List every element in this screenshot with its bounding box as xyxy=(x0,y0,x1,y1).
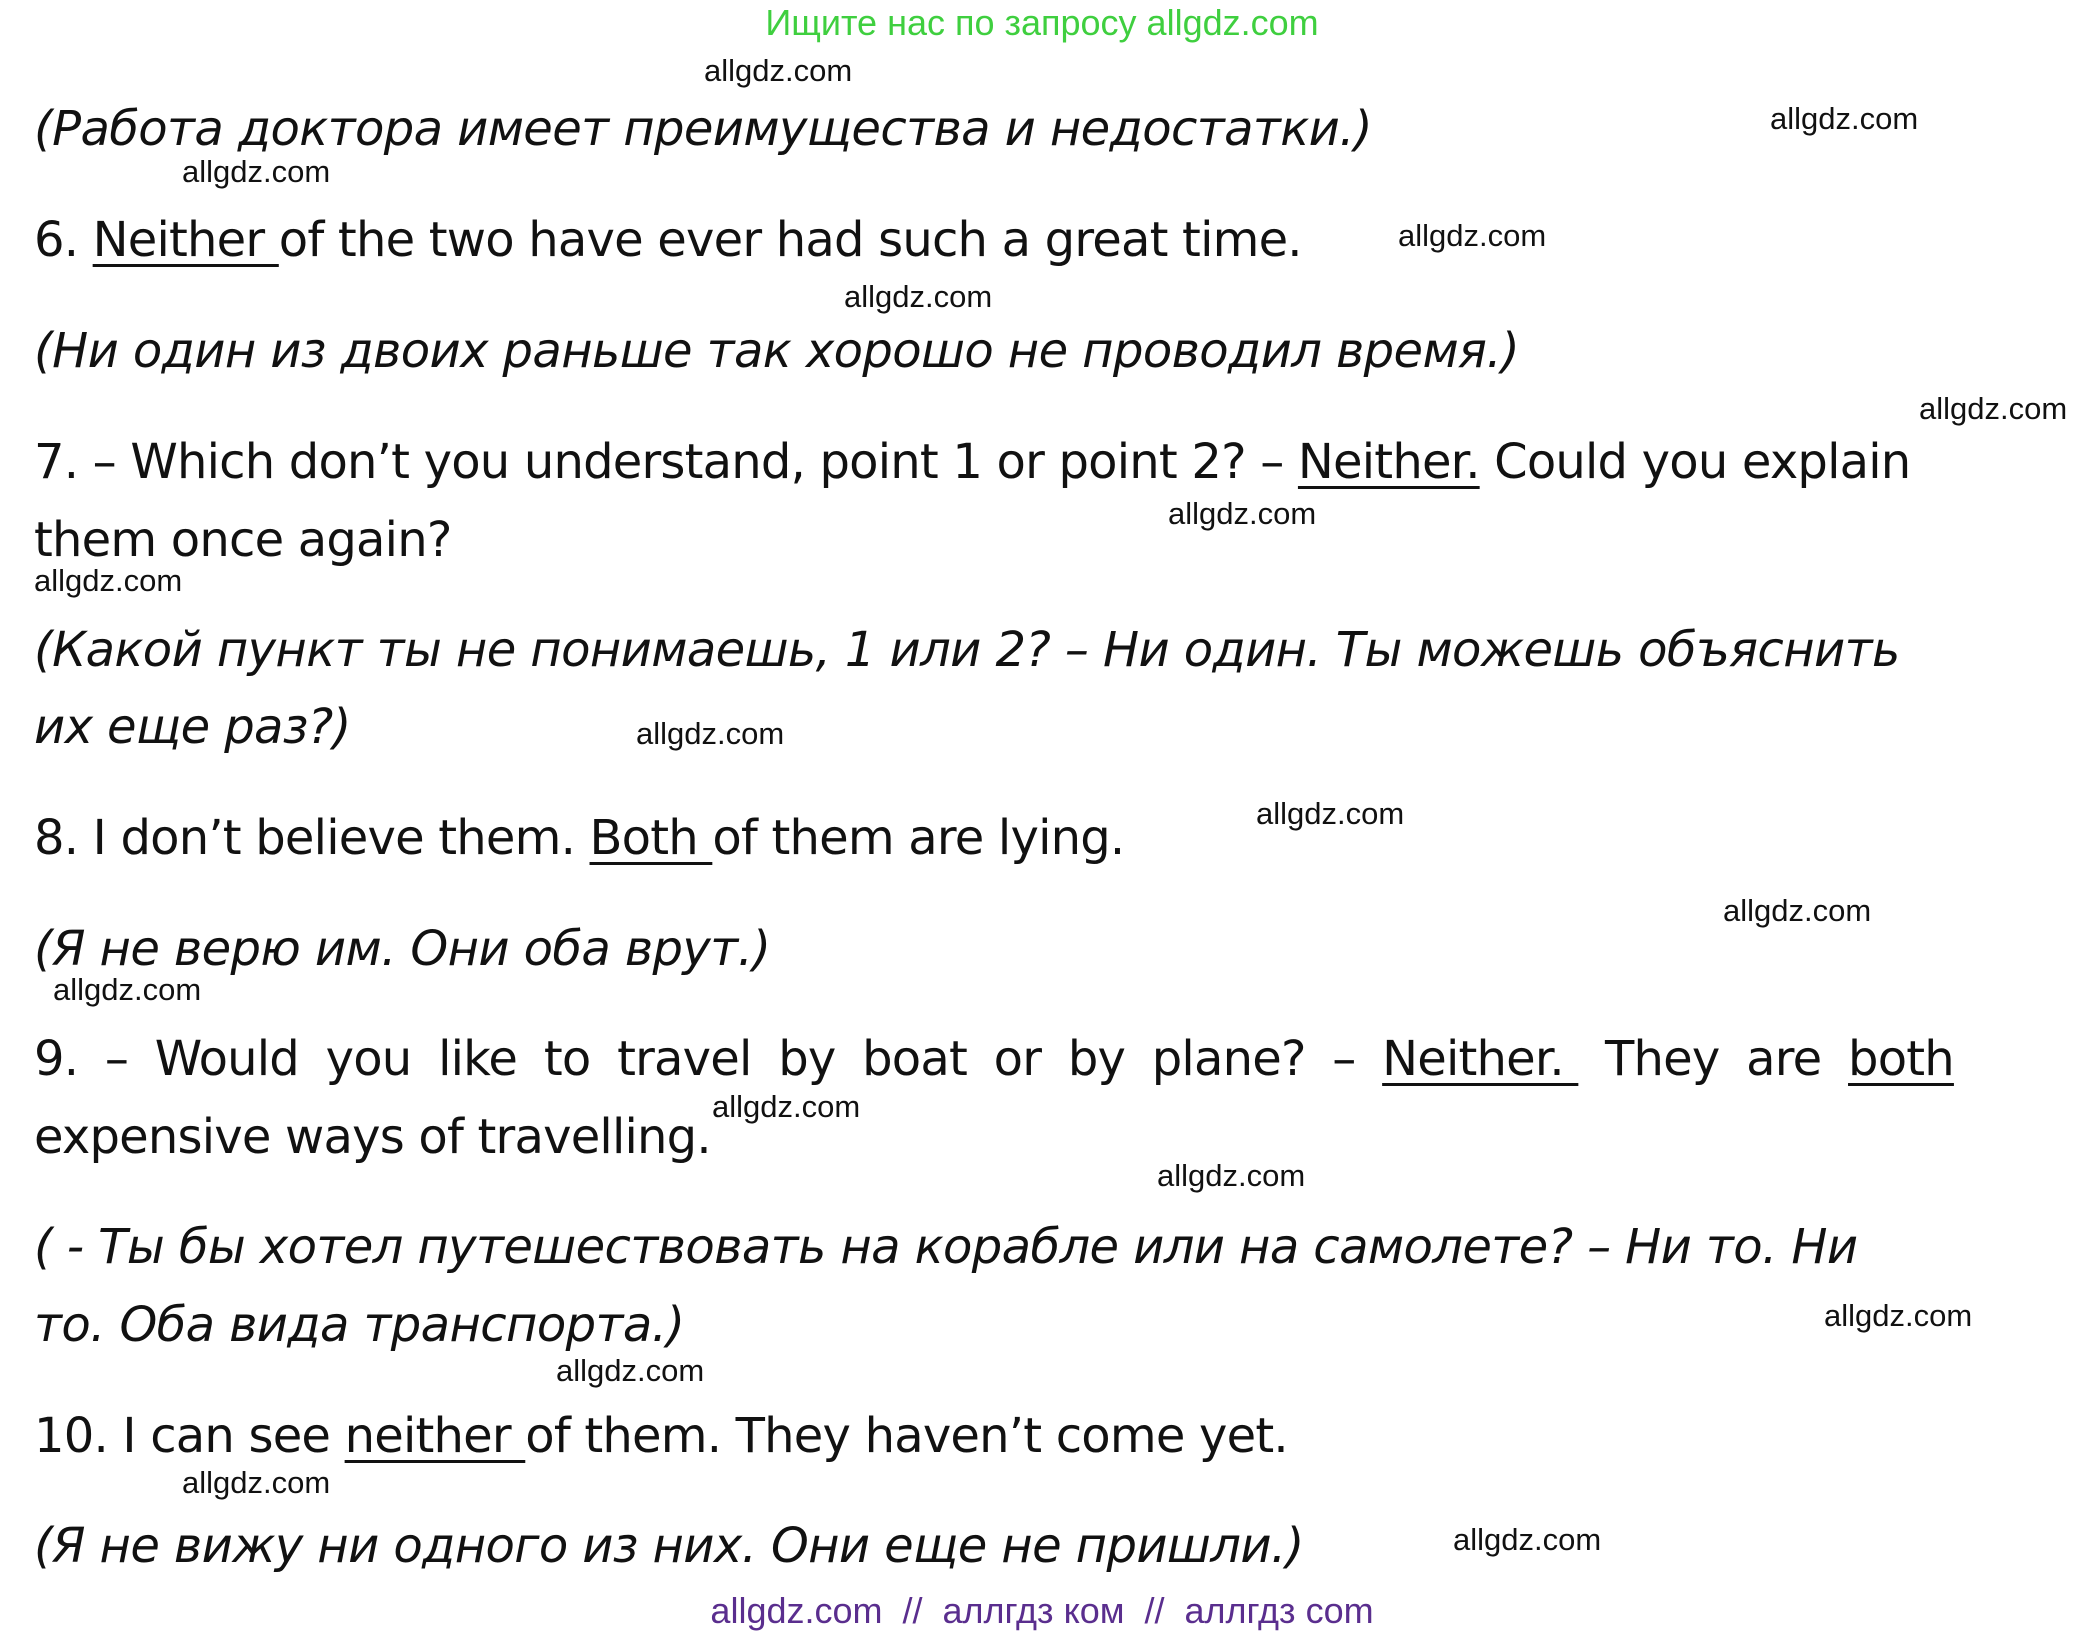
item-9-word: plane? xyxy=(1151,1031,1306,1087)
item-9-underlined-word-both: both xyxy=(1848,1031,1954,1087)
item-9-sentence-line-2: expensive ways of travelling. xyxy=(34,1109,711,1165)
item-6-underlined-word: Neither xyxy=(92,212,279,268)
item-8-prefix: 8. I don’t believe them. xyxy=(34,810,590,866)
item-9-word: – xyxy=(104,1031,129,1087)
item-7-translation-line-2: их еще раз?) xyxy=(34,699,351,755)
item-10-underlined-word: neither xyxy=(344,1408,526,1464)
item-7-underlined-word: Neither. xyxy=(1297,434,1480,490)
item-7-sentence-line-1 xyxy=(34,434,1911,490)
watermark: allgdz.com xyxy=(1398,218,1547,253)
item-10-sentence xyxy=(34,1408,1288,1464)
item-9-word: 9. xyxy=(34,1031,79,1087)
watermark: allgdz.com xyxy=(844,279,993,314)
item-9-word: travel xyxy=(617,1031,752,1087)
item-9-word: – xyxy=(1332,1031,1356,1087)
item-9-word: to xyxy=(543,1031,591,1087)
watermark: allgdz.com xyxy=(556,1353,705,1388)
watermark: allgdz.com xyxy=(182,154,331,189)
item-8-rest: of them are lying. xyxy=(712,810,1125,866)
item-8-sentence xyxy=(34,810,1125,866)
watermark: allgdz.com xyxy=(1168,496,1317,531)
item-10-rest: of them. They haven’t come yet. xyxy=(525,1408,1288,1464)
watermark: allgdz.com xyxy=(34,563,183,598)
item-7-prefix: 7. – Which don’t you understand, point 1 or point 2? – xyxy=(34,434,1298,490)
item-9-word: you xyxy=(325,1031,412,1087)
item-8-underlined-word: Both xyxy=(589,810,713,866)
item-9-word: boat xyxy=(862,1031,967,1087)
bottom-banner: allgdz.com // аллгдз ком // аллгдз com xyxy=(710,1590,1374,1631)
watermark: allgdz.com xyxy=(712,1089,861,1124)
item-9-word: like xyxy=(438,1031,518,1087)
item-9-word: by xyxy=(1067,1031,1126,1087)
watermark: allgdz.com xyxy=(1770,101,1919,136)
watermark: allgdz.com xyxy=(1919,391,2068,426)
item-9-word: or xyxy=(993,1031,1042,1087)
item-10-translation: (Я не вижу ни одного из них. Они еще не пришли.) xyxy=(34,1518,1304,1574)
item-7-translation-line-1: (Какой пункт ты не понимаешь, 1 или 2? – Ни один. Ты можешь объяснить xyxy=(34,622,1900,678)
item-9-translation-line-1: ( - Ты бы хотел путешествовать на корабле или на самолете? – Ни то. Ни xyxy=(34,1219,1858,1275)
item-8-translation: (Я не верю им. Они оба врут.) xyxy=(34,921,771,977)
item-6-sentence xyxy=(34,212,1302,268)
item-9-translation-line-2: то. Оба вида транспорта.) xyxy=(34,1297,685,1353)
item-9-word: Would xyxy=(154,1031,299,1087)
watermark: allgdz.com xyxy=(182,1465,331,1500)
item-9-underlined-word-neither: Neither. xyxy=(1382,1031,1579,1087)
watermark: allgdz.com xyxy=(636,716,785,751)
top-banner: Ищите нас по запросу allgdz.com xyxy=(765,2,1319,43)
watermark: allgdz.com xyxy=(1256,796,1405,831)
item-9-word: are xyxy=(1746,1031,1822,1087)
item-9-word: They xyxy=(1605,1031,1720,1087)
watermark: allgdz.com xyxy=(1453,1522,1602,1557)
item-6-number: 6. xyxy=(34,212,93,268)
item-9-word: by xyxy=(778,1031,836,1087)
watermark: allgdz.com xyxy=(53,972,202,1007)
item-10-prefix: 10. I can see xyxy=(34,1408,345,1464)
item-7-sentence-line-2: them once again? xyxy=(34,512,452,568)
watermark: allgdz.com xyxy=(1723,893,1872,928)
item-6-rest: of the two have ever had such a great time. xyxy=(278,212,1302,268)
item-9-sentence-line-1 xyxy=(34,1031,1954,1087)
item-7-rest: Could you explain xyxy=(1479,434,1911,490)
watermark: allgdz.com xyxy=(704,53,853,88)
watermark: allgdz.com xyxy=(1157,1158,1306,1193)
watermark: allgdz.com xyxy=(1824,1298,1973,1333)
item-5-translation: (Работа доктора имеет преимущества и недостатки.) xyxy=(34,101,1373,157)
item-6-translation: (Ни один из двоих раньше так хорошо не проводил время.) xyxy=(34,323,1520,379)
